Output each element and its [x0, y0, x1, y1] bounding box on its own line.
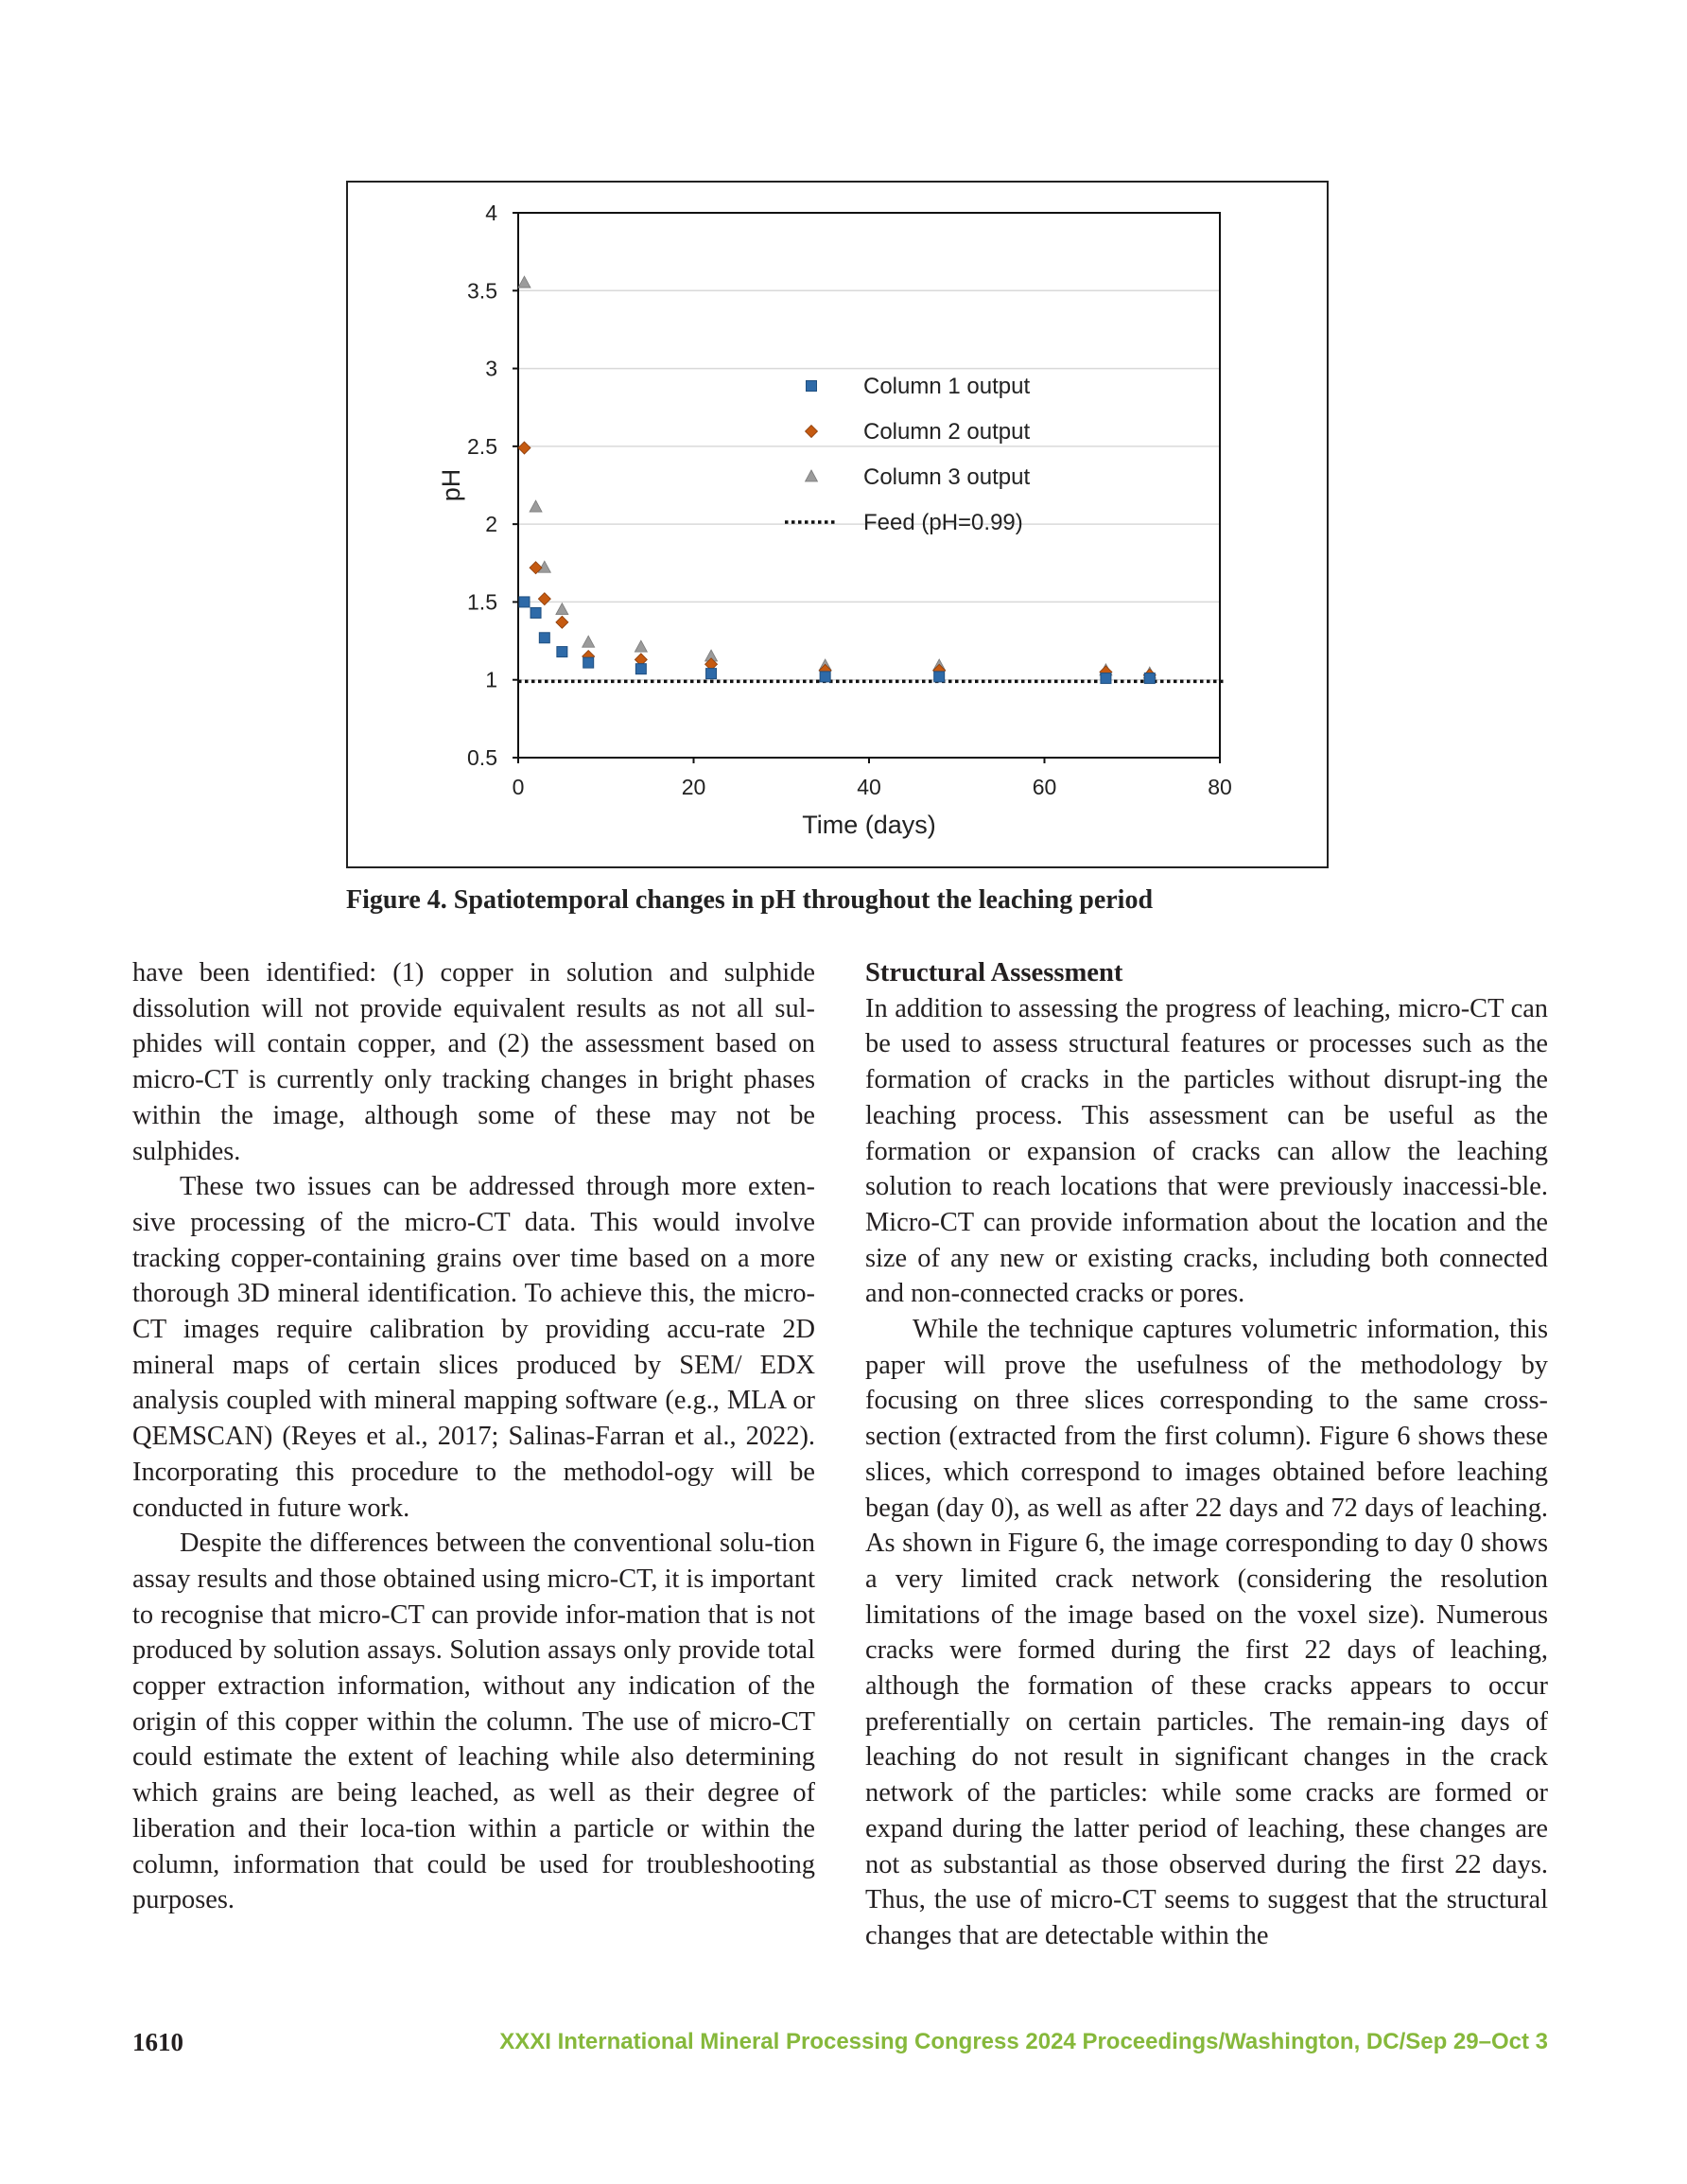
- conference-footer: XXXI International Mineral Processing Congress 2024 Proceedings/Washington, DC/Sep 29–Oct 3: [499, 2029, 1548, 2054]
- legend-label: Column 2 output: [863, 419, 1031, 445]
- data-point-square: [1101, 673, 1111, 684]
- data-point-triangle: [530, 500, 542, 512]
- left-paragraph-1: have been identified: (1) copper in solution and sulphide dissolution will not provide equivalent results as not all sul-phides will contain copper, and (2) the assessment based on micro-CT is currently only tracking changes in bright phases within the image, although some of these may not be sulphides.: [132, 958, 815, 1166]
- data-point-square: [706, 669, 717, 679]
- right-paragraph-2: While the technique captures volumetric information, this paper will prove the usefulness of the methodology by focusing on three slices corresponding to the same cross-section (extracted from the first column). Figure 6 shows these slices, which correspond to images obtained before leaching began (day 0), as well as after 22 days and 72 days of leaching. As shown in Figure 6, the image corresponding to day 0 shows a very limited crack network (considering the resolution limitations of the image based on the voxel size). Numerous cracks were formed during the first 22 days of leaching, although the formation of these cracks appears to occur preferentially on certain particles. The remain-ing days of leaching do not result in significant changes in the crack network of the particles: while some cracks are formed or expand during the latter period of leaching, these changes are not as substantial as those observed during the first 22 days. Thus, the use of micro-CT seems to suggest that the structural changes that are detectable within the: [865, 1315, 1548, 1950]
- x-axis-label: Time (days): [802, 811, 936, 839]
- data-point-diamond: [518, 442, 530, 454]
- y-tick-label: 0.5: [467, 745, 497, 770]
- data-point-square: [820, 672, 830, 682]
- data-point-square: [1144, 673, 1155, 684]
- x-tick-label: 20: [681, 775, 706, 799]
- y-tick-label: 2: [485, 512, 497, 537]
- data-point-triangle: [556, 603, 568, 615]
- left-paragraph-2: These two issues can be addressed through more exten-sive processing of the micro-CT data. This would involve tracking copper-containing grains over time based on a more thorough 3D mineral identification. To achieve this, the micro-CT images require calibration by providing accu-rate 2D mineral maps of certain slices produced by SEM/ EDX analysis coupled with mineral mapping software (e.g., MLA or QEMSCAN) (Reyes et al., 2017; Salinas-Farran et al., 2022). Incorporating this procedure to the methodol-ogy will be conducted in future work.: [132, 1172, 815, 1523]
- left-column: [132, 955, 815, 1918]
- y-tick-label: 2.5: [467, 433, 497, 459]
- data-point-diamond: [538, 593, 550, 605]
- ph-scatter-chart: [348, 183, 1327, 866]
- legend-label: Feed (pH=0.99): [863, 510, 1023, 535]
- data-point-square: [530, 607, 541, 618]
- y-tick-label: 1: [485, 667, 497, 692]
- left-paragraph-3: Despite the differences between the conventional solu-tion assay results and those obtained using micro-CT, it is important to recognise that micro-CT can provide infor-mation that is not produced by solution assays. Solution assays only provide total copper extraction information, without any indication of the origin of this copper within the column. The use of micro-CT could estimate the extent of leaching while also determining which grains are being leached, as well as their degree of liberation and their loca-tion within a particle or within the column, information that could be used for troubleshooting purposes.: [132, 1529, 815, 1915]
- legend-swatch-diamond: [806, 426, 818, 438]
- right-paragraph-1: In addition to assessing the progress of leaching, micro-CT can be used to assess structural features or processes such as the formation of cracks in the particles without disrupt-ing the leaching process. This assessment can be useful as the formation or expansion of cracks can allow the leaching solution to reach locations that were previously inaccessi-ble. Micro-CT can provide information about the location and the size of any new or existing cracks, including both connected and non-connected cracks or pores.: [865, 993, 1548, 1309]
- section-heading: Structural Assessment: [865, 958, 1123, 987]
- data-point-square: [583, 657, 594, 668]
- y-axis-label: pH: [437, 468, 465, 502]
- y-tick-label: 4: [485, 201, 497, 225]
- data-point-triangle: [583, 636, 595, 647]
- legend-swatch-square: [807, 381, 817, 392]
- y-tick-label: 1.5: [467, 589, 497, 615]
- x-tick-label: 60: [1032, 775, 1057, 799]
- legend-label: Column 1 output: [863, 374, 1031, 399]
- right-column: [865, 955, 1548, 1954]
- y-tick-label: 3: [485, 356, 497, 381]
- x-tick-label: 40: [857, 775, 881, 799]
- figure-frame: [346, 181, 1329, 868]
- x-tick-label: 80: [1208, 775, 1232, 799]
- data-point-triangle: [635, 640, 647, 652]
- page-number: 1610: [132, 2028, 183, 2056]
- data-point-triangle: [518, 276, 530, 288]
- data-point-square: [557, 647, 567, 657]
- data-point-square: [519, 597, 530, 607]
- legend-label: Column 3 output: [863, 464, 1031, 490]
- y-tick-label: 3.5: [467, 278, 497, 304]
- data-point-square: [539, 633, 549, 643]
- data-point-square: [934, 672, 945, 682]
- data-point-diamond: [556, 616, 568, 628]
- legend-swatch-triangle: [806, 470, 818, 481]
- x-tick-label: 0: [512, 775, 525, 799]
- data-point-square: [635, 664, 646, 674]
- figure-caption: Figure 4. Spatiotemporal changes in pH throughout the leaching period: [346, 885, 1154, 915]
